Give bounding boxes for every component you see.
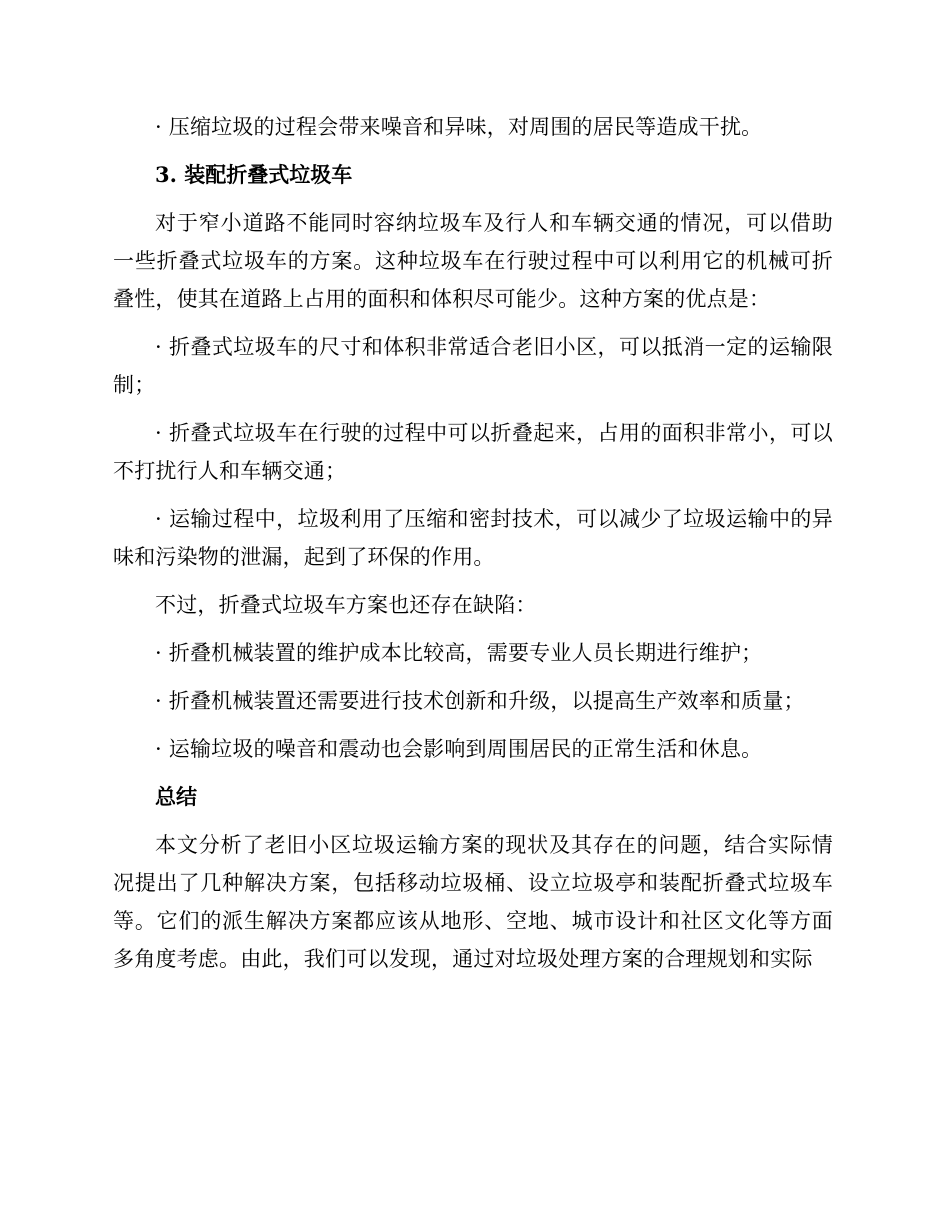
bullet-advantage-folding: · 折叠式垃圾车在行驶的过程中可以折叠起来，占用的面积非常小，可以不打扰行人和车辆交通； [113,421,833,483]
bullet-drawback-innovation: · 折叠机械装置还需要进行技术创新和升级，以提高生产效率和质量； [155,689,805,713]
section-heading-folding-truck: 3. 装配折叠式垃圾车 [155,162,353,187]
paragraph-drawbacks-intro: 不过，折叠式垃圾车方案也还存在缺陷： [155,593,537,617]
document-body [113,108,833,988]
bullet-advantage-size: · 折叠式垃圾车的尺寸和体积非常适合老旧小区，可以抵消一定的运输限制； [113,335,833,397]
bullet-compression-noise: · 压缩垃圾的过程会带来噪音和异味，对周围的居民等造成干扰。 [155,115,763,139]
paragraph-summary: 本文分析了老旧小区垃圾运输方案的现状及其存在的问题，结合实际情况提出了几种解决方案，包括移动垃圾桶、设立垃圾亭和装配折叠式垃圾车等。它们的派生解决方案都应该从地形、空地、城市设计和社区文化等方面多角度考虑。由此，我们可以发现，通过对垃圾处理方案的合理规划和实际 [113,833,833,971]
paragraph-folding-truck-intro: 对于窄小道路不能同时容纳垃圾车及行人和车辆交通的情况，可以借助一些折叠式垃圾车的方案。这种垃圾车在行驶过程中可以利用它的机械可折叠性，使其在道路上占用的面积和体积尽可能少。这种方案的优点是： [113,211,833,311]
bullet-drawback-noise: · 运输垃圾的噪音和震动也会影响到周围居民的正常生活和休息。 [155,737,763,761]
bullet-advantage-environment: · 运输过程中，垃圾利用了压缩和密封技术，可以减少了垃圾运输中的异味和污染物的泄漏，起到了环保的作用。 [113,507,833,569]
section-heading-summary: 总结 [155,784,197,809]
bullet-drawback-maintenance: · 折叠机械装置的维护成本比较高，需要专业人员长期进行维护； [155,641,763,665]
